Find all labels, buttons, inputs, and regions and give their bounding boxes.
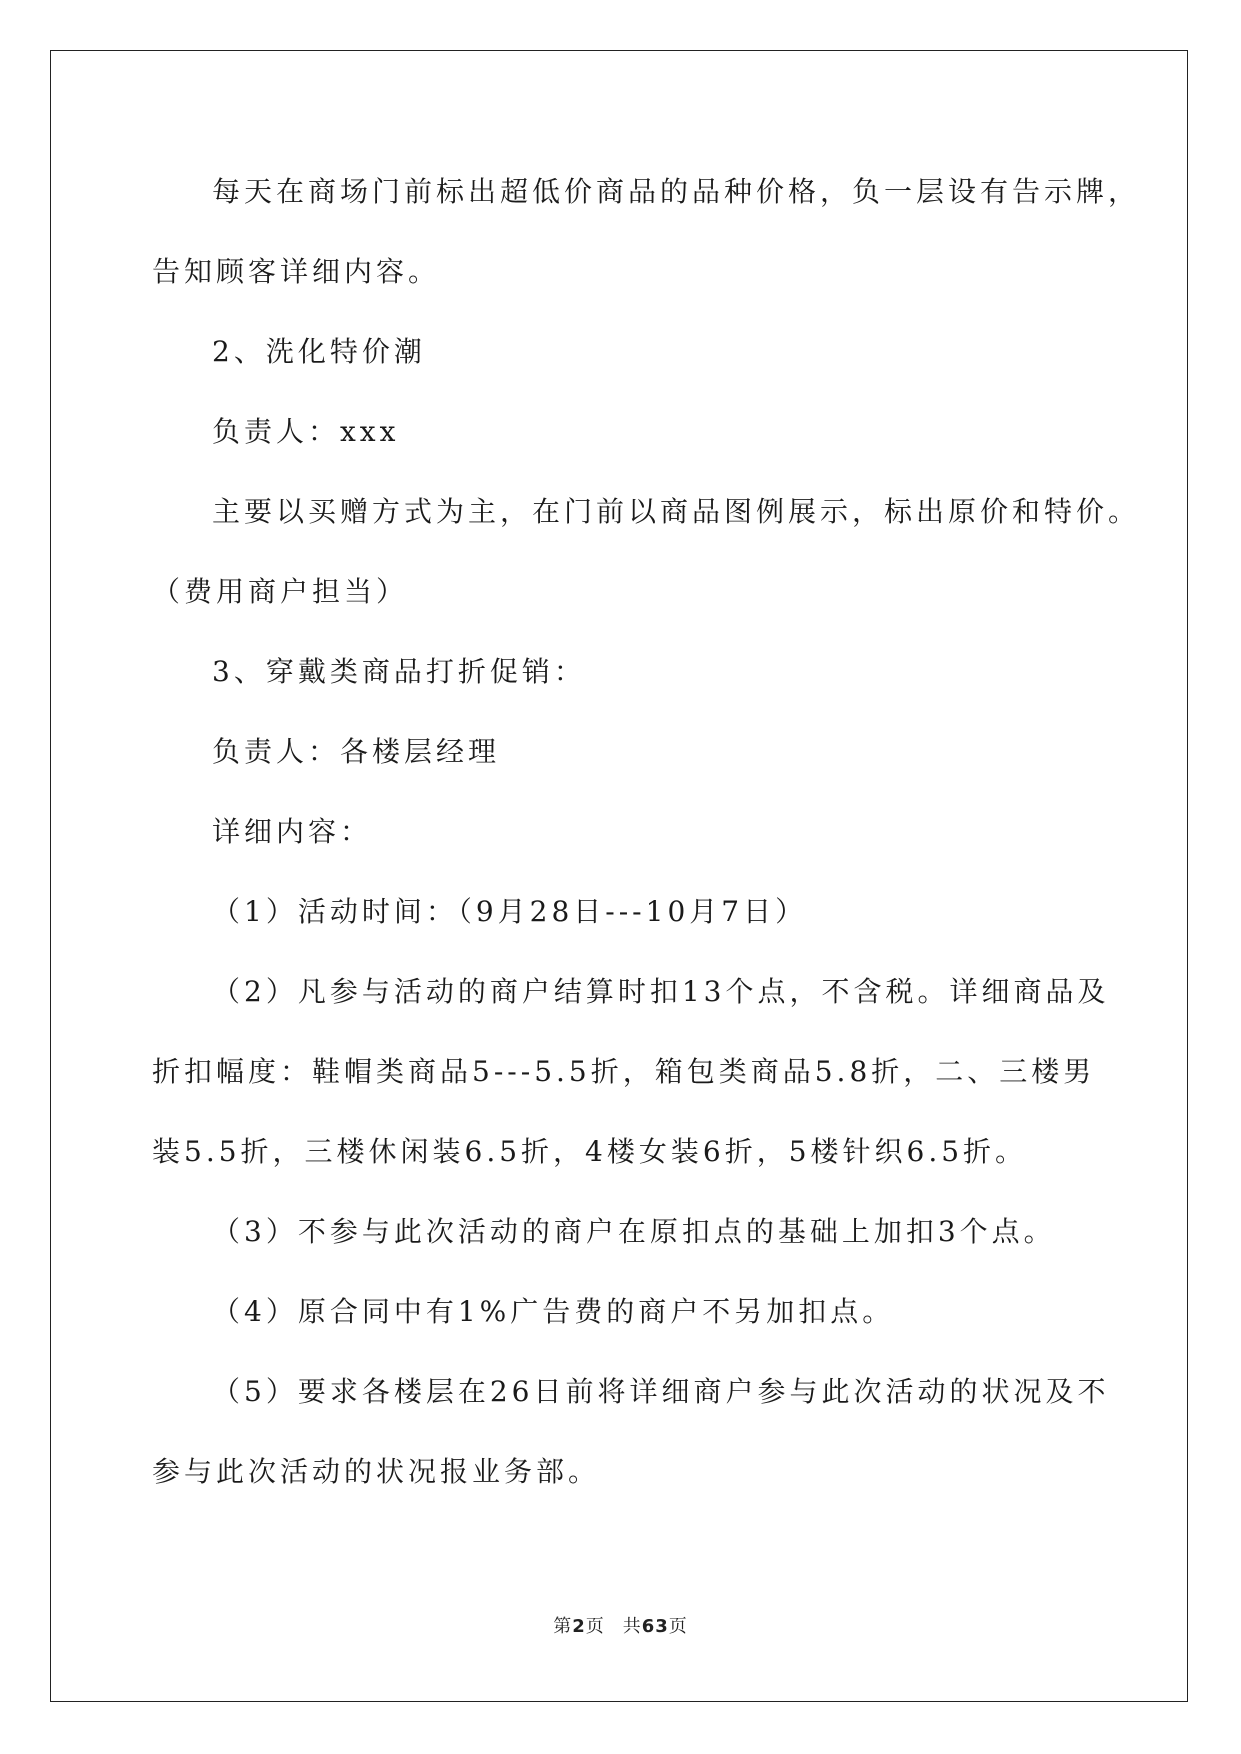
paragraph-line: 主要以买赠方式为主，在门前以商品图例展示，标出原价和特价。 (212, 495, 1141, 528)
page-prefix: 第 (553, 1616, 573, 1637)
total-pages-number: 63 (641, 1616, 669, 1637)
list-item: （1）活动时间：（9月28日---10月7日） (212, 895, 808, 928)
list-item: （3）不参与此次活动的商户在原扣点的基础上加扣3个点。 (212, 1215, 1056, 1248)
paragraph-line: 详细内容： (212, 815, 373, 848)
list-item: （2）凡参与活动的商户结算时扣13个点，不含税。详细商品及 (212, 975, 1110, 1008)
paragraph-line: （费用商户担当） (152, 575, 409, 608)
list-item: （5）要求各楼层在26日前将详细商户参与此次活动的状况及不 (212, 1375, 1110, 1408)
section-heading: 2、洗化特价潮 (212, 335, 426, 368)
paragraph-line: 折扣幅度：鞋帽类商品5---5.5折，箱包类商品5.8折，二、三楼男 (152, 1055, 1096, 1088)
page-suffix: 页 (585, 1616, 605, 1637)
paragraph-line: 告知顾客详细内容。 (152, 255, 441, 288)
current-page-number: 2 (572, 1616, 586, 1637)
page-footer (0, 1612, 1241, 1638)
paragraph-line: 装5.5折，三楼休闲装6.5折，4楼女装6折，5楼针织6.5折。 (152, 1135, 1028, 1168)
paragraph-line: 参与此次活动的状况报业务部。 (152, 1455, 601, 1488)
total-prefix: 共 (622, 1616, 642, 1637)
total-suffix: 页 (668, 1616, 688, 1637)
list-item: （4）原合同中有1%广告费的商户不另加扣点。 (212, 1295, 895, 1328)
paragraph-line: 负责人：xxx (212, 415, 400, 448)
section-heading: 3、穿戴类商品打折促销： (212, 655, 586, 688)
paragraph-line: 每天在商场门前标出超低价商品的品种价格，负一层设有告示牌， (212, 175, 1141, 208)
paragraph-line: 负责人：各楼层经理 (212, 735, 501, 768)
